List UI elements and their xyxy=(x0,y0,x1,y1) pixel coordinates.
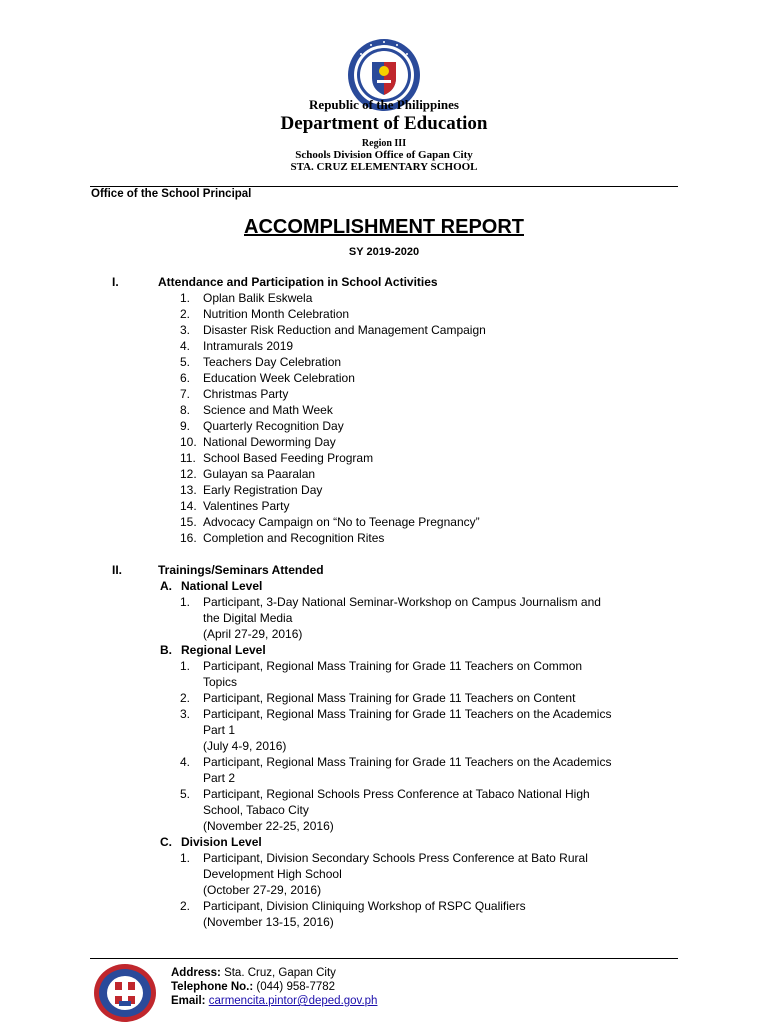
list-item-number: 1. xyxy=(180,659,191,673)
list-item: Valentines Party xyxy=(203,499,290,513)
list-item-number: 12. xyxy=(180,467,197,481)
list-item: Science and Math Week xyxy=(203,403,333,417)
list-item-number: 10. xyxy=(180,435,197,449)
footer-divider xyxy=(90,958,678,959)
list-item: School Based Feeding Program xyxy=(203,451,374,465)
header-divider xyxy=(90,186,678,187)
list-item-number: 8. xyxy=(180,403,191,417)
footer-address xyxy=(171,966,336,981)
list-item: Participant, 3-Day National Seminar-Workshop on Campus Journalism and xyxy=(203,595,601,609)
list-item-number: 2. xyxy=(180,307,191,321)
address-label: Address: xyxy=(171,967,221,979)
list-item: (November 22-25, 2016) xyxy=(203,819,334,833)
level-heading: Regional Level xyxy=(181,643,266,657)
list-item-number: 5. xyxy=(180,787,191,801)
level-letter: C. xyxy=(160,835,172,849)
list-item: (November 13-15, 2016) xyxy=(203,915,334,929)
footer-phone xyxy=(171,980,335,995)
list-item: Part 1 xyxy=(203,723,236,737)
level-letter: A. xyxy=(160,579,172,593)
address-value: Sta. Cruz, Gapan City xyxy=(224,967,336,979)
list-item-number: 4. xyxy=(180,755,191,769)
list-item: Part 2 xyxy=(203,771,236,785)
list-item-number: 1. xyxy=(180,595,191,609)
list-item: Christmas Party xyxy=(203,387,289,401)
phone-label: Telephone No.: xyxy=(171,981,254,993)
list-item-number: 4. xyxy=(180,339,191,353)
list-item: Nutrition Month Celebration xyxy=(203,307,350,321)
list-item: (April 27-29, 2016) xyxy=(203,627,303,641)
list-item: Teachers Day Celebration xyxy=(203,355,342,369)
list-item: Completion and Recognition Rites xyxy=(203,531,385,545)
list-item: National Deworming Day xyxy=(203,435,336,449)
list-item: Oplan Balik Eskwela xyxy=(203,291,313,305)
list-item: Topics xyxy=(203,675,238,689)
list-item: Advocacy Campaign on “No to Teenage Pregnancy” xyxy=(203,515,480,529)
list-item: (October 27-29, 2016) xyxy=(203,883,322,897)
report-title: ACCOMPLISHMENT REPORT xyxy=(244,216,524,238)
level-heading: Division Level xyxy=(181,835,262,849)
list-item-number: 2. xyxy=(180,691,191,705)
list-item: Participant, Division Cliniquing Workshop of RSPC Qualifiers xyxy=(203,899,526,913)
office-label: Office of the School Principal xyxy=(91,188,252,200)
email-label: Email: xyxy=(171,995,206,1007)
level-letter: B. xyxy=(160,643,172,657)
republic-heading: Republic of the Philippines xyxy=(309,97,459,112)
list-item-number: 14. xyxy=(180,499,197,513)
list-item-number: 15. xyxy=(180,515,197,529)
list-item: Participant, Regional Mass Training for Grade 11 Teachers on Content xyxy=(203,691,576,705)
list-item: (July 4-9, 2016) xyxy=(203,739,287,753)
level-heading: National Level xyxy=(181,579,263,593)
department-heading: Department of Education xyxy=(280,113,488,134)
section-number: II. xyxy=(112,563,123,577)
list-item-number: 3. xyxy=(180,323,191,337)
list-item: Participant, Regional Mass Training for Grade 11 Teachers on the Academics xyxy=(203,755,612,769)
division-heading: Schools Division Office of Gapan City xyxy=(295,149,473,161)
phone-value: (044) 958-7782 xyxy=(256,981,336,993)
school-heading: STA. CRUZ ELEMENTARY SCHOOL xyxy=(290,161,478,173)
list-item-number: 3. xyxy=(180,707,191,721)
list-item: School, Tabaco City xyxy=(203,803,309,817)
list-item: Participant, Regional Schools Press Conference at Tabaco National High xyxy=(203,787,590,801)
list-item-number: 5. xyxy=(180,355,191,369)
list-item-number: 1. xyxy=(180,291,191,305)
list-item: Intramurals 2019 xyxy=(203,339,294,353)
list-item-number: 13. xyxy=(180,483,197,497)
list-item: Participant, Division Secondary Schools Press Conference at Bato Rural xyxy=(203,851,588,865)
list-item: Participant, Regional Mass Training for Grade 11 Teachers on the Academics xyxy=(203,707,612,721)
section-title: Attendance and Participation in School Activities xyxy=(158,275,438,289)
section-title: Trainings/Seminars Attended xyxy=(158,563,324,577)
list-item-number: 1. xyxy=(180,851,191,865)
list-item-number: 6. xyxy=(180,371,191,385)
list-item: Development High School xyxy=(203,867,342,881)
list-item: Education Week Celebration xyxy=(203,371,355,385)
email-link[interactable]: carmencita.pintor@deped.gov.ph xyxy=(208,995,378,1007)
list-item-number: 16. xyxy=(180,531,197,545)
list-item: Disaster Risk Reduction and Management Campaign xyxy=(203,323,486,337)
list-item: Early Registration Day xyxy=(203,483,323,497)
region-heading: Region III xyxy=(361,138,407,149)
section-number: I. xyxy=(112,275,119,289)
school-year: SY 2019-2020 xyxy=(348,246,420,258)
list-item-number: 7. xyxy=(180,387,191,401)
list-item: Quarterly Recognition Day xyxy=(203,419,344,433)
list-item-number: 2. xyxy=(180,899,191,913)
list-item-number: 9. xyxy=(180,419,191,433)
list-item: the Digital Media xyxy=(203,611,293,625)
school-badge-logo xyxy=(93,963,157,1023)
list-item-number: 11. xyxy=(180,451,196,465)
footer-email xyxy=(171,994,377,1009)
list-item: Participant, Regional Mass Training for Grade 11 Teachers on Common xyxy=(203,659,583,673)
list-item: Gulayan sa Paaralan xyxy=(203,467,316,481)
